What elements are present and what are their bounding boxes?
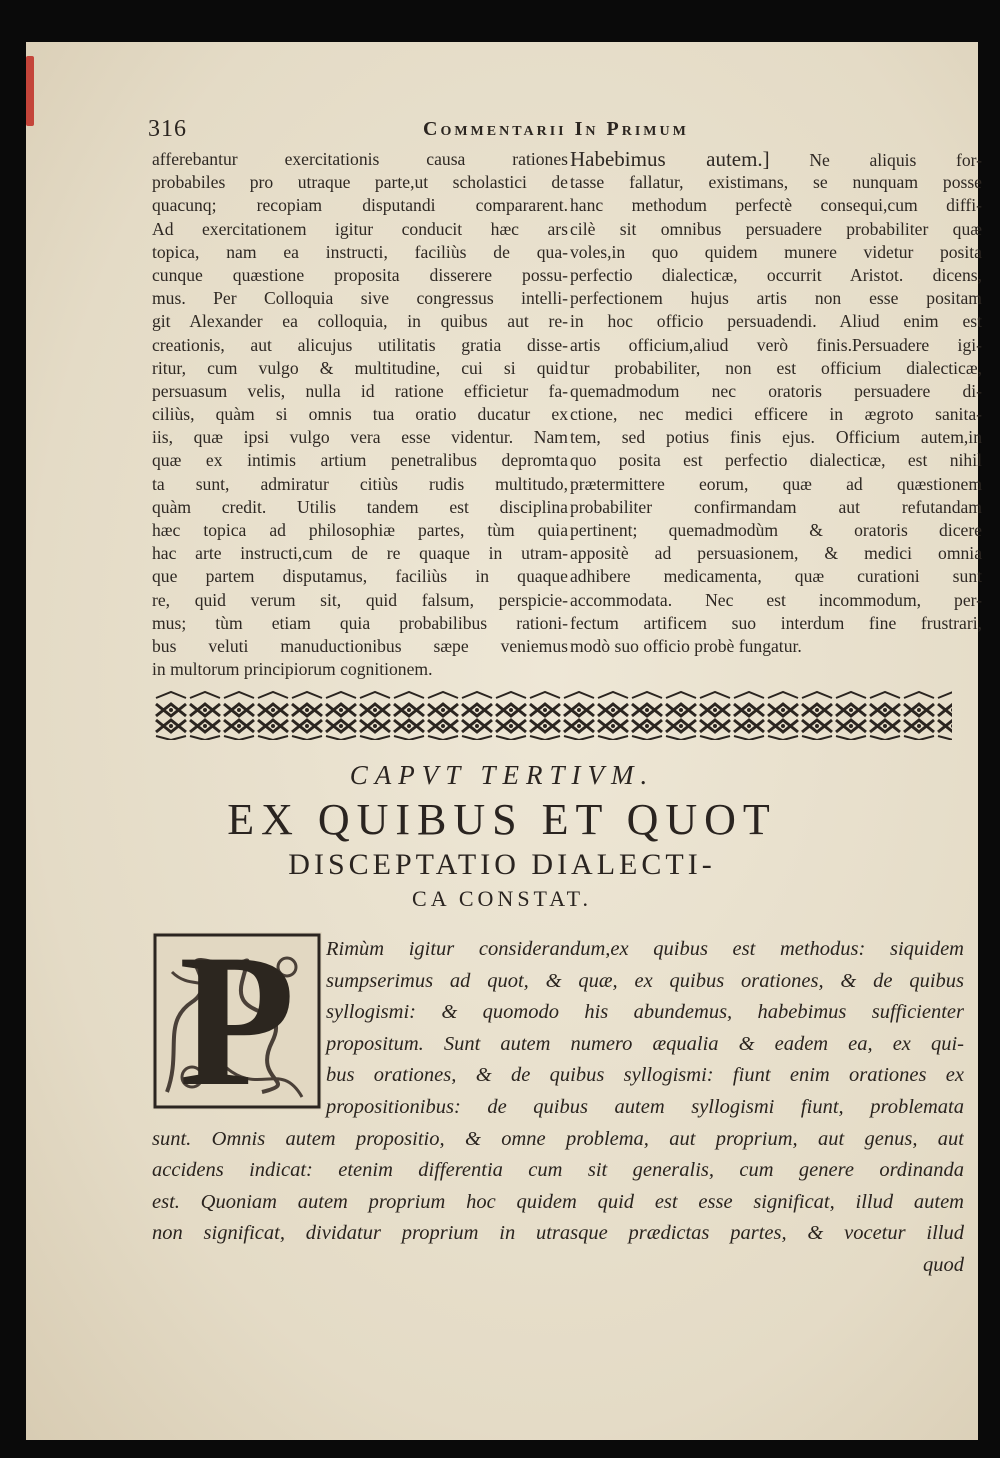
italic-text-line: propositum. Sunt autem numero æqualia & eadem ea, ex qui-	[326, 1032, 964, 1055]
initial-letter: P	[178, 916, 296, 1126]
right-column-line: hanc methodum perfectè consequi,cum diffi-	[570, 195, 982, 216]
left-column-line: persuasum velis, nulla id ratione efficietur fa-	[152, 380, 568, 401]
italic-text-line: bus orationes, & de quibus syllogismi: fiunt enim orationes ex	[326, 1064, 964, 1087]
catchword: quod	[923, 1253, 964, 1276]
right-column-line: voles,in quo quidem munere videtur posita	[570, 241, 982, 262]
left-column-line: hæc topica ad philosophiæ partes, tùm quia	[152, 520, 568, 540]
left-column-line: topica, nam ea instructi, faciliùs de qua-	[152, 241, 568, 262]
book-page	[26, 42, 982, 1440]
italic-text-line: est. Quoniam autem proprium hoc quidem quid est esse significat, illud autem	[152, 1190, 964, 1213]
left-column-line: iis, quæ ipsi vulgo vera esse videntur. Nam	[152, 427, 568, 448]
lemma: Habebimus autem.]	[570, 148, 770, 171]
right-column-line: prætermittere eorum, quæ ad quæstionem	[570, 473, 982, 494]
left-column-line: ta sunt, admiratur citiùs rudis multitudo,	[152, 473, 568, 494]
right-column-line: probabiliter confirmandam aut refutandam	[570, 496, 982, 517]
right-column-line: adhibere medicamenta, quæ curationi sunt	[570, 566, 982, 587]
chapter-title-line-3: CA CONSTAT.	[412, 886, 592, 911]
left-column-line: mus. Per Colloquia sive congressus intelli-	[152, 288, 568, 309]
italic-text-line: Rimùm igitur considerandum,ex quibus est methodus: siquidem	[326, 938, 964, 960]
chapter-title-line-2: DISCEPTATIO DIALECTI-	[288, 848, 716, 881]
right-column-line: ctione, nec medici efficere in ægroto sanita-	[570, 404, 982, 425]
right-column-line: accommodata. Nec est incommodum, per-	[570, 589, 982, 610]
left-column-line: que partem disputamus, faciliùs in quaque	[152, 566, 568, 587]
left-column-line: quàm credit. Utilis tandem est disciplina	[152, 496, 568, 517]
right-column-line: tem, sed potius finis ejus. Officium autem,in	[570, 427, 982, 448]
left-column-line: git Alexander ea colloquia, in quibus aut re-	[152, 311, 568, 332]
left-column-line: mus; tùm etiam quia probabilibus rationi-	[152, 612, 568, 633]
right-column-line: fectum artificem suo interdum fine frustrari,	[570, 612, 982, 633]
right-column-line: perfectionem hujus artis non esse positam	[570, 288, 982, 309]
running-title: Commentarii In Primum	[423, 118, 689, 140]
right-column-line: quemadmodum nec oratoris persuadere di-	[570, 380, 982, 401]
italic-text-line: accidens indicat: etenim differentia cum sit generalis, cum genere ordinanda	[152, 1159, 964, 1182]
left-column-line: Ad exercitationem igitur conducit hæc ars	[152, 218, 568, 239]
left-column-line: cunque quæstione proposita disserere possu-	[152, 264, 568, 285]
right-column	[570, 148, 982, 658]
left-column-line: in multorum principiorum cognitionem.	[152, 659, 433, 680]
lemma-continuation: Ne aliquis for-	[809, 150, 982, 170]
italic-text-line: syllogismi: & quomodo his abundemus, habebimus sufficienter	[326, 1001, 964, 1024]
italic-text-line: sunt. Omnis autem propositio, & omne problema, aut proprium, aut genus, aut	[152, 1127, 964, 1150]
italic-text-line: sumpserimus ad quot, & quæ, ex quibus orationes, & de quibus	[326, 969, 964, 992]
right-column-line: quo posita est perfectio dialecticæ, est nihil	[570, 450, 982, 471]
left-column-line: probabiles pro utraque parte,ut scholastici de	[152, 172, 568, 193]
page-number: 316	[148, 116, 187, 142]
right-column-line: pertinent; quemadmodùm & oratoris dicere	[570, 520, 982, 540]
left-column-line: hac arte instructi,cum de re quaque in utram-	[152, 543, 568, 564]
right-column-line: perfectio dialecticæ, occurrit Aristot. dicens,	[570, 264, 982, 285]
left-column-line: quacunq; recopiam disputandi compararent.	[152, 195, 568, 216]
left-column-line: ciliùs, quàm si omnis tua oratio ducatur ex	[152, 404, 568, 425]
italic-text-line: non significat, dividatur proprium in utrasque prædictas partes, & vocetur illud	[152, 1222, 964, 1245]
chapter-label: CAPVT TERTIVM.	[349, 760, 655, 790]
left-column-line: afferebantur exercitationis causa rationes	[152, 149, 568, 169]
right-column-line: tasse fallatur, existimans, se nunquam posse	[570, 172, 982, 193]
right-column-line: in hoc officio persuadendi. Aliud enim est	[570, 311, 982, 332]
right-column-line: appositè ad persuasionem, & medici omnia	[570, 543, 982, 564]
woodcut-ornament-band	[154, 690, 952, 740]
left-column-line: creationis, aut alicujus utilitatis gratia disse-	[152, 334, 568, 355]
right-column-line: modò suo officio probè fungatur.	[570, 635, 802, 656]
chapter-title-line-1: EX QUIBUS ET QUOT	[227, 795, 777, 844]
right-column-first-line	[570, 148, 982, 171]
italic-text-block	[152, 916, 964, 1282]
left-column	[152, 148, 568, 681]
italic-text-line: propositionibus: de quibus autem syllogismi fiunt, problemata	[326, 1095, 964, 1118]
right-column-line: artis officium,aliud verò finis.Persuadere igi-	[570, 334, 982, 355]
right-column-line: cilè sit omnibus persuadere probabiliter quæ	[570, 218, 982, 239]
red-edge-mark	[26, 56, 34, 126]
running-head	[148, 116, 948, 150]
left-column-line: ritur, cum vulgo & multitudine, cui si quid	[152, 357, 568, 378]
right-column-line: tur probabiliter, non est officium dialecticæ,	[570, 357, 982, 378]
left-column-line: re, quid verum sit, quid falsum, perspicie-	[152, 589, 568, 610]
left-column-line: quæ ex intimis artium penetralibus depromta	[152, 450, 568, 471]
left-column-line: bus veluti manuductionibus sæpe veniemus	[152, 635, 568, 656]
